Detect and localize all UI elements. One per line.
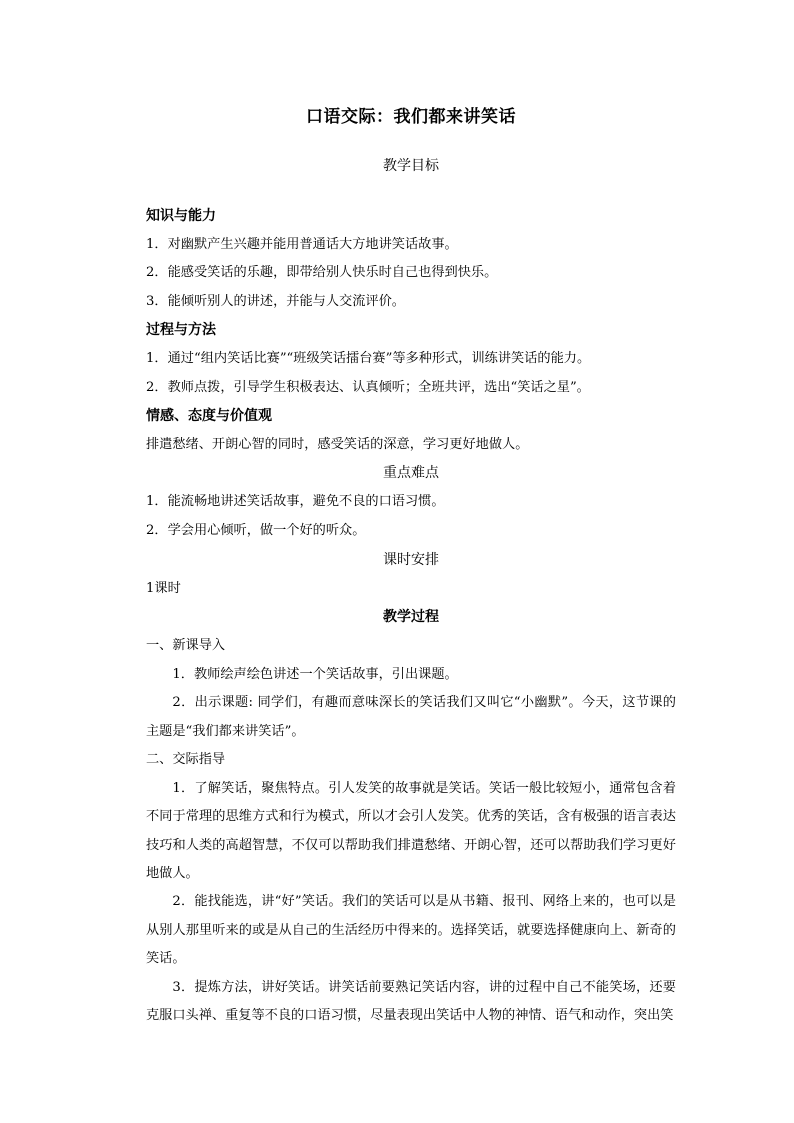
teaching-heading: 教学过程: [383, 609, 439, 626]
knowledge-heading: 知识与能力: [146, 208, 216, 224]
key-item: 1．能流畅地讲述笑话故事，避免不良的口语习惯。: [146, 494, 445, 510]
part2-paragraph: 1．了解笑话，聚焦特点。引人发笑的故事就是笑话。笑话一般比较短小，通常包含着不同于常理的思维方式和行为模式，所以才会引人发笑。优秀的笑话，含有极强的语言表达技巧和人类的高超智慧，不仅可以帮助我们排遣愁绪、开朗心智，还可以帮助我们学习更好地做人。: [146, 780, 676, 881]
page-title: 口语交际：我们都来讲笑话: [306, 107, 516, 127]
knowledge-item: 2．能感受笑话的乐趣，即带给别人快乐时自己也得到快乐。: [146, 265, 498, 281]
key-item: 2．学会用心倾听，做一个好的听众。: [146, 522, 366, 538]
knowledge-item: 3．能倾听别人的讲述，并能与人交流评价。: [146, 293, 405, 309]
schedule-text: 1课时: [146, 580, 181, 596]
goals-heading: 教学目标: [383, 158, 439, 174]
part2-paragraph: 2．能找能选，讲“好”笑话。我们的笑话可以是从书籍、报刊、网络上来的，也可以是从别人那里听来的或是从自己的生活经历中得来的。选择笑话，就要选择健康向上、新奇的笑话。: [146, 894, 676, 967]
process-heading: 过程与方法: [146, 322, 216, 339]
emotion-text: 排遣愁绪、开朗心智的同时，感受笑话的深意，学习更好地做人。: [146, 436, 529, 452]
part1-heading: 一、新课导入: [146, 638, 226, 654]
schedule-heading: 课时安排: [383, 551, 439, 568]
part1-item: 1．教师绘声绘色讲述一个笑话故事，引出课题。: [172, 666, 458, 682]
part2-paragraph: 3．提炼方法，讲好笑话。讲笑话前要熟记笑话内容，讲的过程中自己不能笑场，还要克服口头禅、重复等不良的口语习惯，尽量表现出笑话中人物的神情、语气和动作，突出笑: [146, 979, 676, 1023]
emotion-heading: 情感、态度与价值观: [146, 408, 272, 425]
process-item: 1．通过“组内笑话比赛”“班级笑话擂台赛”等多种形式，训练讲笑话的能力。: [146, 350, 591, 366]
process-item: 2．教师点拨，引导学生积极表达、认真倾听；全班共评，选出“笑话之星”。: [146, 379, 590, 395]
knowledge-item: 1．对幽默产生兴趣并能用普通话大方地讲笑话故事。: [146, 236, 458, 252]
part1-item: 2．出示课题: 同学们，有趣而意味深长的笑话我们又叫它“小幽默”。今天，这节课的主题是“我们都来讲笑话”。: [146, 695, 676, 739]
document-content: [146, 103, 676, 1030]
key-heading: 重点难点: [383, 465, 439, 482]
part2-heading: 二、交际指导: [146, 752, 226, 768]
